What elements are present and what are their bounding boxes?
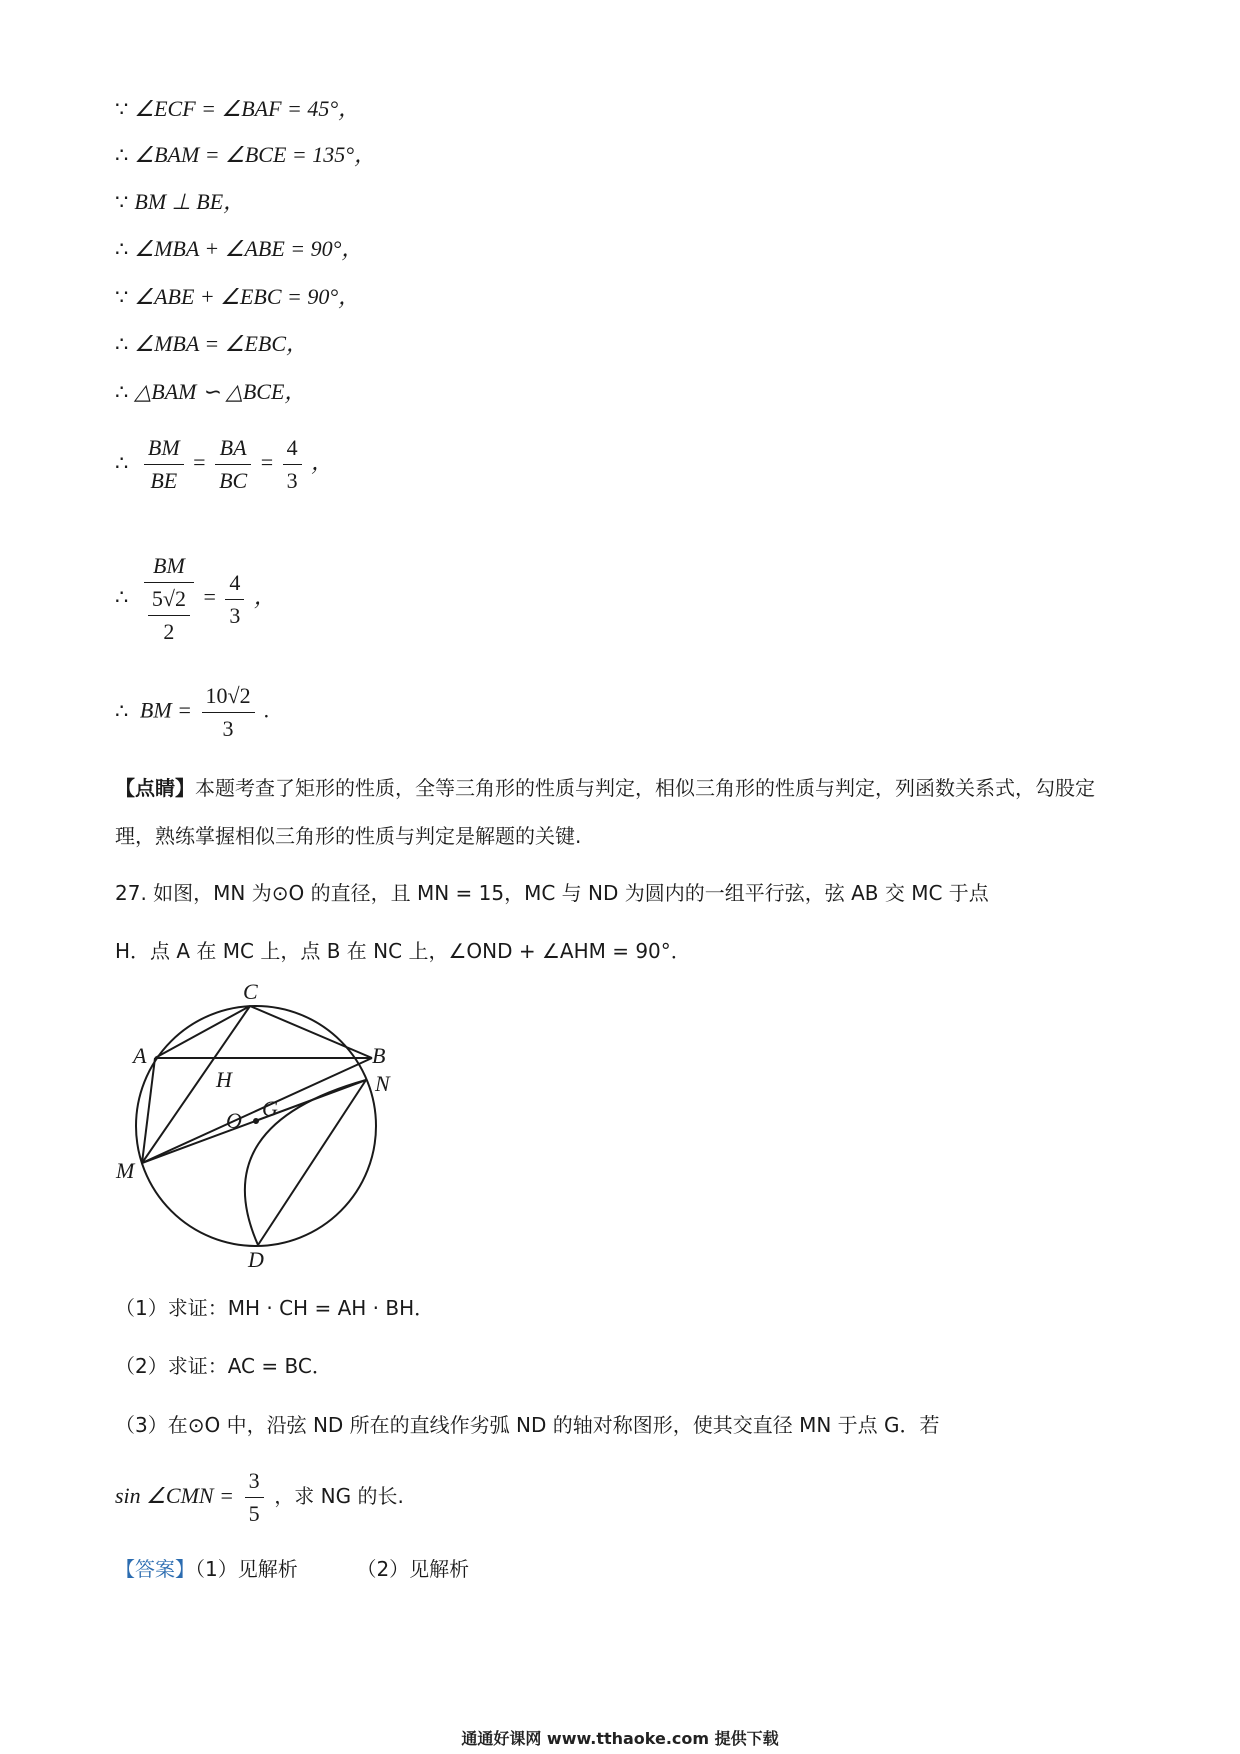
therefore-symbol: ∴ (115, 585, 129, 610)
label-o: O (226, 1108, 242, 1133)
fraction-4-3: $\frac{4}{3}$ (225, 567, 244, 632)
chord-mc (142, 1006, 250, 1163)
footer-watermark: 通通好课网 www.tthaoke.com 提供下载 (461, 1729, 779, 1748)
substitution-line: ∴ $\frac{BM}{\frac{5√2}{2}}$ = $\frac{4}{3}$ ， (115, 550, 276, 648)
compound-fraction: $\frac{BM}{\frac{5√2}{2}}$ (144, 550, 194, 648)
answer-2: （2）见解析 (356, 1557, 470, 1581)
center-point (253, 1118, 259, 1124)
because-symbol: ∵ (115, 97, 129, 121)
math-expression: ∠ABE + ∠EBC = 90°， (134, 284, 361, 309)
solution-line-7 (115, 375, 306, 406)
math-expression: ∠MBA + ∠ABE = 90°， (134, 236, 364, 261)
label-c: C (243, 979, 258, 1004)
label-d: D (248, 1247, 264, 1272)
geometry-figure (110, 975, 400, 1275)
solution-line-1 (115, 92, 360, 123)
fraction-result: $\frac{10√2}{3}$ (202, 680, 255, 745)
label-b: B (372, 1043, 386, 1068)
therefore-symbol: ∴ (115, 698, 129, 723)
label-m: M (116, 1158, 135, 1183)
segment-ac (155, 1006, 250, 1058)
therefore-symbol: ∴ (115, 380, 129, 404)
solution-line-5 (115, 280, 360, 311)
because-symbol: ∵ (115, 190, 129, 214)
solution-line-6 (115, 327, 308, 358)
segment-cb (250, 1006, 372, 1058)
label-g: G (262, 1096, 278, 1121)
fraction-ba-bc: $\frac{BA}{BC}$ (215, 432, 251, 497)
question-2: （2）求证：AC = BC． (115, 1354, 332, 1378)
question-3-line-2: sin ∠CMN = $\frac{3}{5}$ ，求 NG 的长. (115, 1465, 404, 1530)
circle-o (136, 1006, 376, 1246)
therefore-symbol: ∴ (115, 332, 129, 356)
ratio-line: ∴ $\frac{BM}{BE}$ = $\frac{BA}{BC}$ = $\frac{4}{3}$ ， (115, 432, 333, 497)
question-3-line-1: （3）在⊙O 中，沿弦 ND 所在的直线作劣弧 ND 的轴对称图形，使其交直径 MN 于点 G．若 (115, 1413, 940, 1437)
answer-1: （1）见解析 (195, 1557, 298, 1581)
math-expression: BM ⊥ BE， (134, 189, 246, 214)
fraction-3-5: $\frac{3}{5}$ (245, 1465, 264, 1530)
question-1: （1）求证：MH · CH = AH · BH． (115, 1296, 435, 1320)
answer-line (115, 1553, 469, 1582)
solution-line-3 (115, 185, 245, 216)
problem-line-1: 27. 如图，MN 为⊙O 的直径，且 MN = 15，MC 与 ND 为圆内的一组平行弦，弦 AB 交 MC 于点 (115, 881, 989, 905)
solution-line-4 (115, 232, 363, 263)
math-expression: ∠BAM = ∠BCE = 135°， (134, 142, 377, 167)
therefore-symbol: ∴ (115, 450, 129, 475)
therefore-symbol: ∴ (115, 143, 129, 167)
fraction-4-3: $\frac{4}{3}$ (283, 432, 302, 497)
solution-line-2 (115, 138, 376, 169)
because-symbol: ∵ (115, 285, 129, 309)
note-tag: 【点睛】 (115, 776, 195, 800)
math-expression: △BAM ∽ △BCE， (134, 379, 307, 404)
inner-fraction: $\frac{5√2}{2}$ (148, 583, 190, 648)
note-text: 本题考查了矩形的性质，全等三角形的性质与判定，相似三角形的性质与判定，列函数关系式，勾股定理，熟练掌握相似三角形的性质与判定是解题的关键. (115, 776, 1095, 848)
fraction-bm-be: $\frac{BM}{BE}$ (144, 432, 184, 497)
key-point-note (115, 764, 1125, 860)
label-h: H (216, 1067, 232, 1092)
problem-line-2: H．点 A 在 MC 上，点 B 在 NC 上，∠OND + ∠AHM = 90°． (115, 939, 691, 963)
math-expression: ∠ECF = ∠BAF = 45°， (134, 96, 361, 121)
math-expression: ∠MBA = ∠EBC， (134, 331, 309, 356)
therefore-symbol: ∴ (115, 237, 129, 261)
label-a: A (133, 1043, 147, 1068)
answer-tag: 【答案】 (115, 1557, 195, 1581)
label-n: N (375, 1071, 390, 1096)
result-line: ∴ BM = $\frac{10√2}{3}$ . (115, 680, 270, 745)
